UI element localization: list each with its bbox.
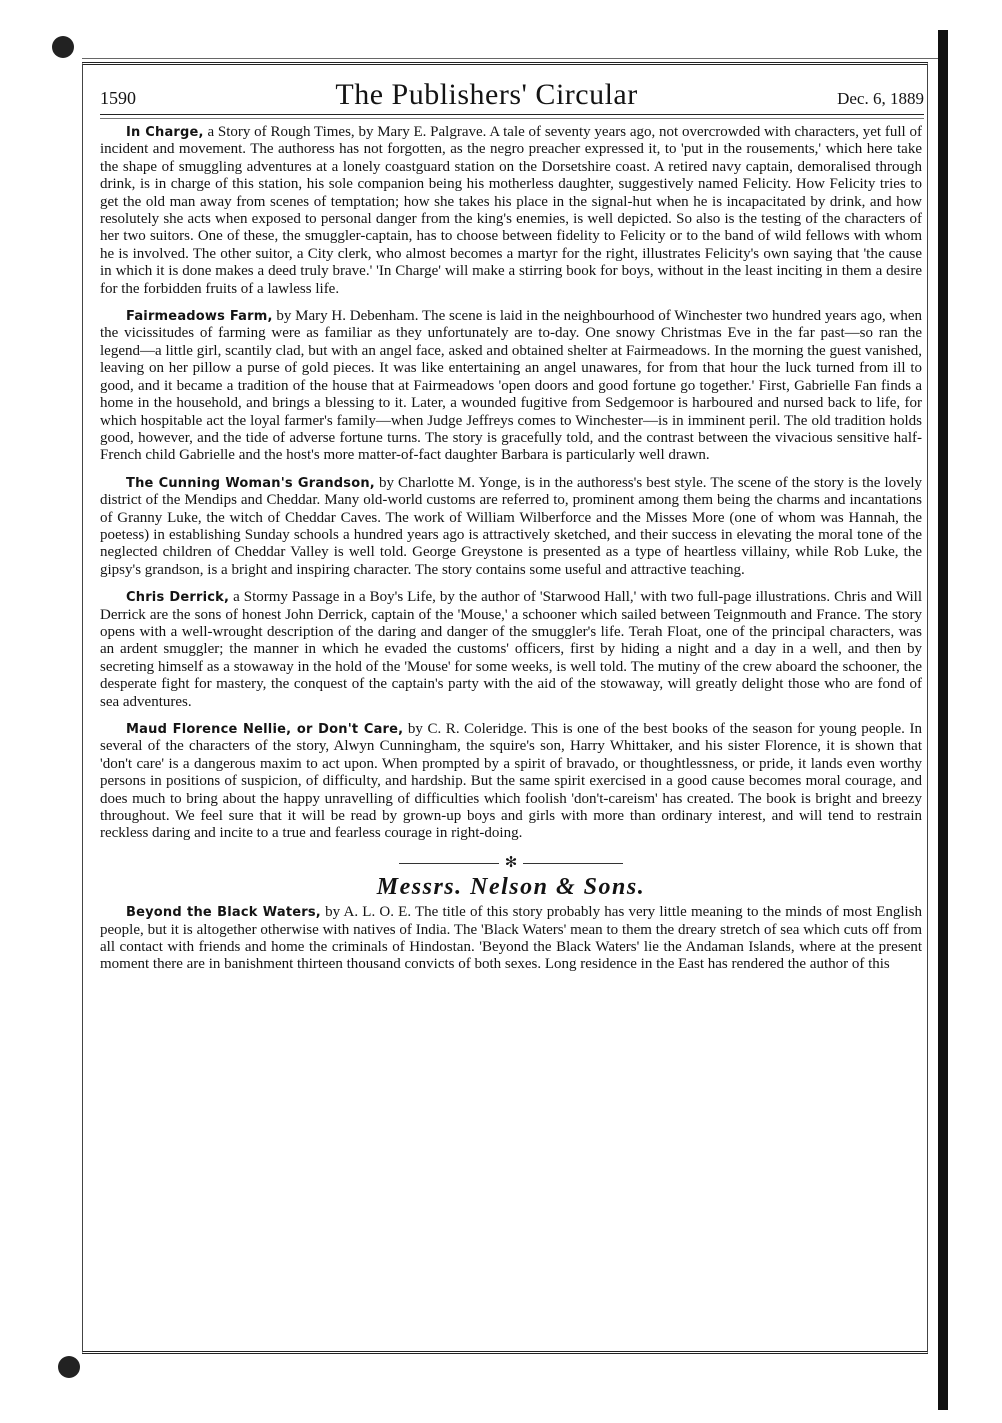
review-paragraph (100, 124, 922, 298)
book-title: Maud Florence Nellie, or Don't Care, (126, 722, 404, 737)
top-border-line (82, 58, 948, 59)
review-text: by Charlotte M. Yonge, is in the authoress's best style. The scene of the story is the lovely district of the Mendips and Cheddar. Many old-world customs are referred to, prominent among them being the charms and incantations of Granny Luke, the witch of Cheddar Caves. The work of William Wilberforce and the Misses More (one of whom was Hannah, the poetess) in establishing Sunday schools a hundred years ago is attractively sketched, and their success in elevating the moral tone of the neglected children of Cheddar Valley is well told. George Greystone is presented as a type of heartless villainy, while Rob Luke, the gipsy's grandson, is a bright and inspiring character. The story contains some useful and attractive teaching. (100, 474, 922, 578)
binding-edge (938, 30, 948, 1410)
section-separator (100, 857, 922, 871)
corner-ornament-icon (52, 36, 74, 58)
publisher-heading: Messrs. Nelson & Sons. (376, 873, 646, 900)
corner-ornament-icon (58, 1356, 80, 1378)
review-text: by Mary H. Debenham. The scene is laid in the neighbourhood of Winchester two hundred years ago, when the vicissitudes of farming were as familiar as they unfortunately are to-day. One snowy Christmas Eve in the far past—so ran the legend—a little girl, scantily clad, but with an angel face, asked and obtained shelter at Fairmeadows. In the morning the guest vanished, leaving on her pillow a purse of gold pieces. It was like entertaining an angel unawares, for from that hour the luck turned from ill to good, and it became a tradition of the house that at Fairmeadows 'open doors and good fortune go together.' First, Gabrielle Fan finds a home in the household, and brings a blessing to it. Later, a wounded fugitive from Sedgemoor is harboured and nursed back to life, for which hospitable act the loyal farmer's family—when Judge Jeffreys comes to Winchester—is in imminent peril. The old tradition holds good, however, and the tide of adverse fortune turns. The story is gracefully told, and the contrast between the vivacious sensitive half-French child Gabrielle and the host's more matter-of-fact daughter Barbara is particularly well drawn. (100, 308, 922, 464)
page-number: 1590 (100, 88, 136, 108)
page-title: The Publishers' Circular (335, 78, 638, 111)
issue-date: Dec. 6, 1889 (837, 89, 924, 108)
book-title: Fairmeadows Farm, (126, 309, 273, 325)
page-header (100, 78, 924, 112)
header-rule-thin (100, 118, 924, 119)
review-text: a Story of Rough Times, by Mary E. Palgrave. A tale of seventy years ago, not overcrowded with characters, yet full of incident and movement. The authoress has not forgotten, as the negro preacher expressed it, to 'put in the rousements,' which here take the shape of smuggling adventures at a lonely coastguard station on the Dorsetshire coast. A retired navy captain, demoralised through drink, is in charge of this station, his sole companion being his motherless daughter, suggestively named Felicity. How Felicity tries to get the old man away from scenes of temptation; how she takes his place in the signal-hut when he is incapacitated by drink, and how resolutely she acts when exposed to personal danger from the king's enemies, is well depicted. So also is the testing of the characters of her two suitors. One of these, the smuggler-captain, has to choose between fidelity to Felicity or to the band of wild fellows with whom he is involved. The other suitor, a City clerk, who almost becomes a martyr for the right, illustrates Felicity's own saying that 'the cause in which it is done makes a deed truly brave.' 'In Charge' will make a stirring book for boys, without in the least inciting in them a desire for the forbidden fruits of a lawless life. (100, 124, 922, 297)
review-paragraph (100, 475, 922, 579)
asterism-icon: ✻ (504, 855, 518, 872)
review-paragraph (100, 721, 922, 843)
review-text: a Stormy Passage in a Boy's Life, by the author of 'Starwood Hall,' with two full-page illustrations. Chris and Will Derrick are the sons of honest John Derrick, captain of the 'Mouse,' a schooner which sailed between Teignmouth and France. The story opens with a well-wrought description of the daring and danger of the smuggler's life. Terah Float, one of the principal characters, was an ardent smuggler; the manner in which he evaded the customs' officers, first by hiding a night and a day in a well, and then by secreting himself as a stowaway in the hold of the 'Mouse' for some weeks, is well told. The mutiny of the crew aboard the schooner, the desperate fight for mastery, the conquest of the captain's party with the aid of the stowaway, will greatly delight those who are fond of sea adventures. (100, 589, 923, 710)
book-title: Beyond the Black Waters, (126, 905, 321, 921)
separator-line (399, 863, 499, 864)
review-column (100, 124, 922, 984)
book-title: Chris Derrick, (126, 590, 230, 606)
review-paragraph (100, 308, 922, 465)
separator-line (523, 863, 623, 864)
review-text: by C. R. Coleridge. This is one of the best books of the season for young people. In several of the characters of the story, Alwyn Cunningham, the squire's son, Harry Whittaker, and his sister Florence, it is shown that 'don't care' is a dangerous maxim to act upon. When prompted by a spirit of bravado, or thoughtlessness, or pride, it lands even worthy persons in positions of suspicion, of difficulty, and hardship. But the same spirit exercised in a good cause becomes moral courage, and does much to bring about the happy unravelling of difficulties which foolish 'don't-careism' has created. The book is bright and breezy throughout. We feel sure that it will be read by grown-up boys and girls with more than ordinary interest, and will tend to restrain reckless daring and incite to a true and fearless courage in right-doing. (100, 721, 923, 842)
review-text: by A. L. O. E. The title of this story probably has very little meaning to the minds of most English people, but it is altogether otherwise with natives of India. The 'Black Waters' mean to them the dreary stretch of sea which cuts off from all contact with friends and home the criminals of Hindostan. 'Beyond the Black Waters' lie the Andaman Islands, where at the present moment there are in banishment thirteen thousand convicts of both sexes. Long residence in the East has rendered the author of this (100, 904, 922, 973)
book-title: In Charge, (126, 125, 204, 140)
book-title: The Cunning Woman's Grandson, (126, 475, 375, 491)
header-rule (100, 114, 924, 115)
review-paragraph (100, 904, 922, 974)
review-paragraph (100, 589, 922, 711)
